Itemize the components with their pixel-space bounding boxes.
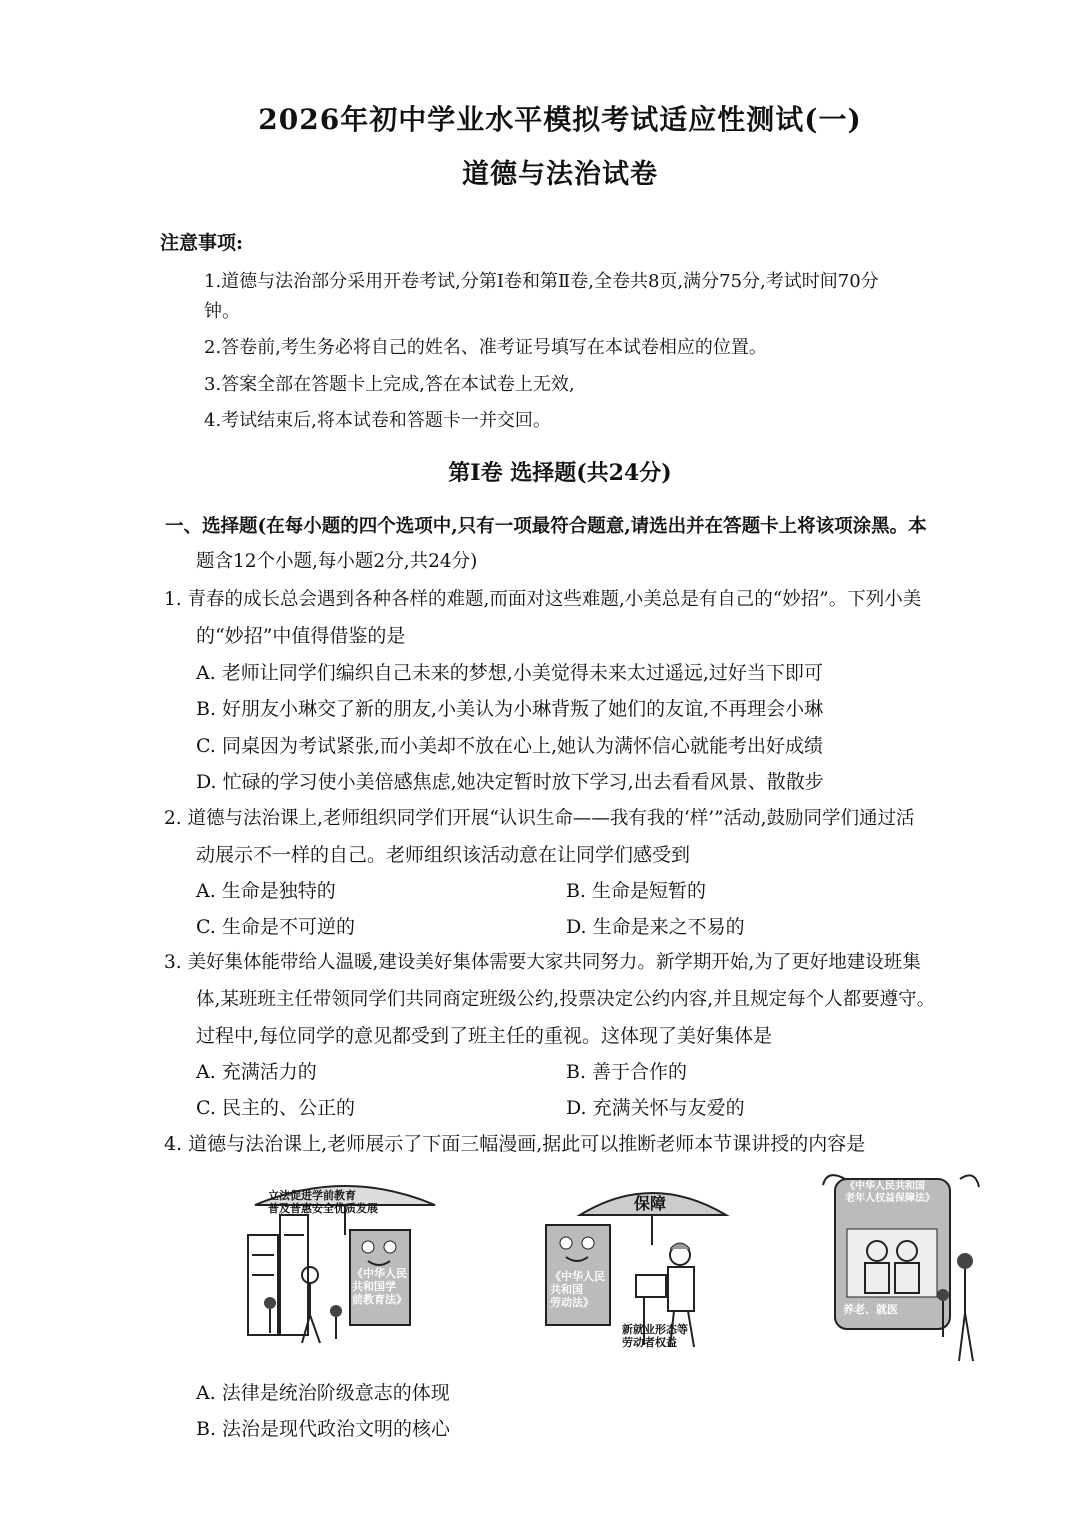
- question-1-option-a[interactable]: A. 老师让同学们编织自己未来的梦想,小美觉得未来太过遥远,过好当下即可: [196, 662, 823, 684]
- section-instruction: 一、选择题(在每小题的四个选项中,只有一项最符合题意,请选出并在答题卡上将该项涂黑。本: [165, 516, 927, 537]
- exam-title: 2026年初中学业水平模拟考试适应性测试(一): [258, 103, 862, 136]
- notice-item: 钟。: [204, 301, 240, 322]
- question-3-option-c[interactable]: C. 民主的、公正的: [196, 1097, 355, 1119]
- notice-item: 1.道德与法治部分采用开卷考试,分第Ⅰ卷和第Ⅱ卷,全卷共8页,满分75分,考试时间70分: [204, 271, 879, 292]
- question-3-option-a[interactable]: A. 充满活力的: [196, 1061, 317, 1083]
- question-3-stem: 过程中,每位同学的意见都受到了班主任的重视。这体现了美好集体是: [196, 1025, 773, 1047]
- question-2-stem: 动展示不一样的自己。老师组织该活动意在让同学们感受到: [196, 844, 691, 866]
- question-4-option-a[interactable]: A. 法律是统治阶级意志的体现: [196, 1382, 450, 1404]
- question-2-stem: 2. 道德与法治课上,老师组织同学们开展“认识生命——我有我的‘样’”活动,鼓励同学们通过活: [164, 808, 915, 829]
- cartoon-elderly-law: [815, 1165, 990, 1370]
- notice-item: 4.考试结束后,将本试卷和答题卡一并交回。: [204, 410, 551, 431]
- question-3-stem: 体,某班班主任带领同学们共同商定班级公约,投票决定公约内容,并且规定每个人都要遵守。: [196, 989, 936, 1010]
- cartoon-2-book-title: 《中华人民 共和国 劳动法》: [550, 1270, 605, 1309]
- question-2-option-a[interactable]: A. 生命是独特的: [196, 880, 336, 902]
- cartoon-2-caption: 新就业形态等 劳动者权益: [622, 1323, 688, 1349]
- cartoon-labor-law: [540, 1175, 740, 1360]
- question-2-option-d[interactable]: D. 生命是来之不易的: [566, 916, 745, 938]
- section-instruction: 题含12个小题,每小题2分,共24分): [196, 551, 478, 572]
- question-1-option-b[interactable]: B. 好朋友小琳交了新的朋友,小美认为小琳背叛了她们的友谊,不再理会小琳: [196, 698, 824, 720]
- question-1-option-c[interactable]: C. 同桌因为考试紧张,而小美却不放在心上,她认为满怀信心就能考出好成绩: [196, 735, 824, 757]
- question-3-option-b[interactable]: B. 善于合作的: [566, 1061, 688, 1083]
- question-4-stem: 4. 道德与法治课上,老师展示了下面三幅漫画,据此可以推断老师本节课讲授的内容是: [164, 1133, 866, 1155]
- question-1-stem: 1. 青春的成长总会遇到各种各样的难题,而面对这些难题,小美总是有自己的“妙招”。下列小美: [164, 589, 922, 610]
- section-heading: 第Ⅰ卷 选择题(共24分): [448, 460, 672, 486]
- notice-item: 2.答卷前,考生务必将自己的姓名、准考证号填写在本试卷相应的位置。: [204, 337, 767, 358]
- question-4-option-b[interactable]: B. 法治是现代政治文明的核心: [196, 1418, 451, 1440]
- exam-subtitle: 道德与法治试卷: [462, 159, 658, 190]
- question-3-option-d[interactable]: D. 充满关怀与友爱的: [566, 1097, 745, 1119]
- question-3-stem: 3. 美好集体能带给人温暖,建设美好集体需要大家共同努力。新学期开始,为了更好地建设班集: [164, 952, 921, 973]
- cartoon-preschool-law: [240, 1175, 450, 1355]
- question-1-option-d[interactable]: D. 忙碌的学习使小美倍感焦虑,她决定暂时放下学习,出去看看风景、散散步: [196, 771, 824, 793]
- cartoon-2-umbrella-text: 保障: [634, 1194, 667, 1213]
- cartoon-3-banner: 《中华人民共和国 老年人权益保障法》: [845, 1181, 935, 1204]
- cartoon-1-umbrella-text: 立法促进学前教育 普及普惠安全优质发展: [268, 1189, 378, 1215]
- cartoon-1-book-title: 《中华人民 共和国学 前教育法》: [352, 1267, 407, 1306]
- cartoon-3-caption: 养老、就医: [843, 1303, 898, 1316]
- question-1-stem: 的“妙招”中值得借鉴的是: [196, 625, 406, 647]
- notice-heading: 注意事项:: [160, 232, 244, 254]
- question-2-option-c[interactable]: C. 生命是不可逆的: [196, 916, 355, 938]
- question-2-option-b[interactable]: B. 生命是短暂的: [566, 880, 707, 902]
- notice-item: 3.答案全部在答题卡上完成,答在本试卷上无效,: [204, 374, 575, 395]
